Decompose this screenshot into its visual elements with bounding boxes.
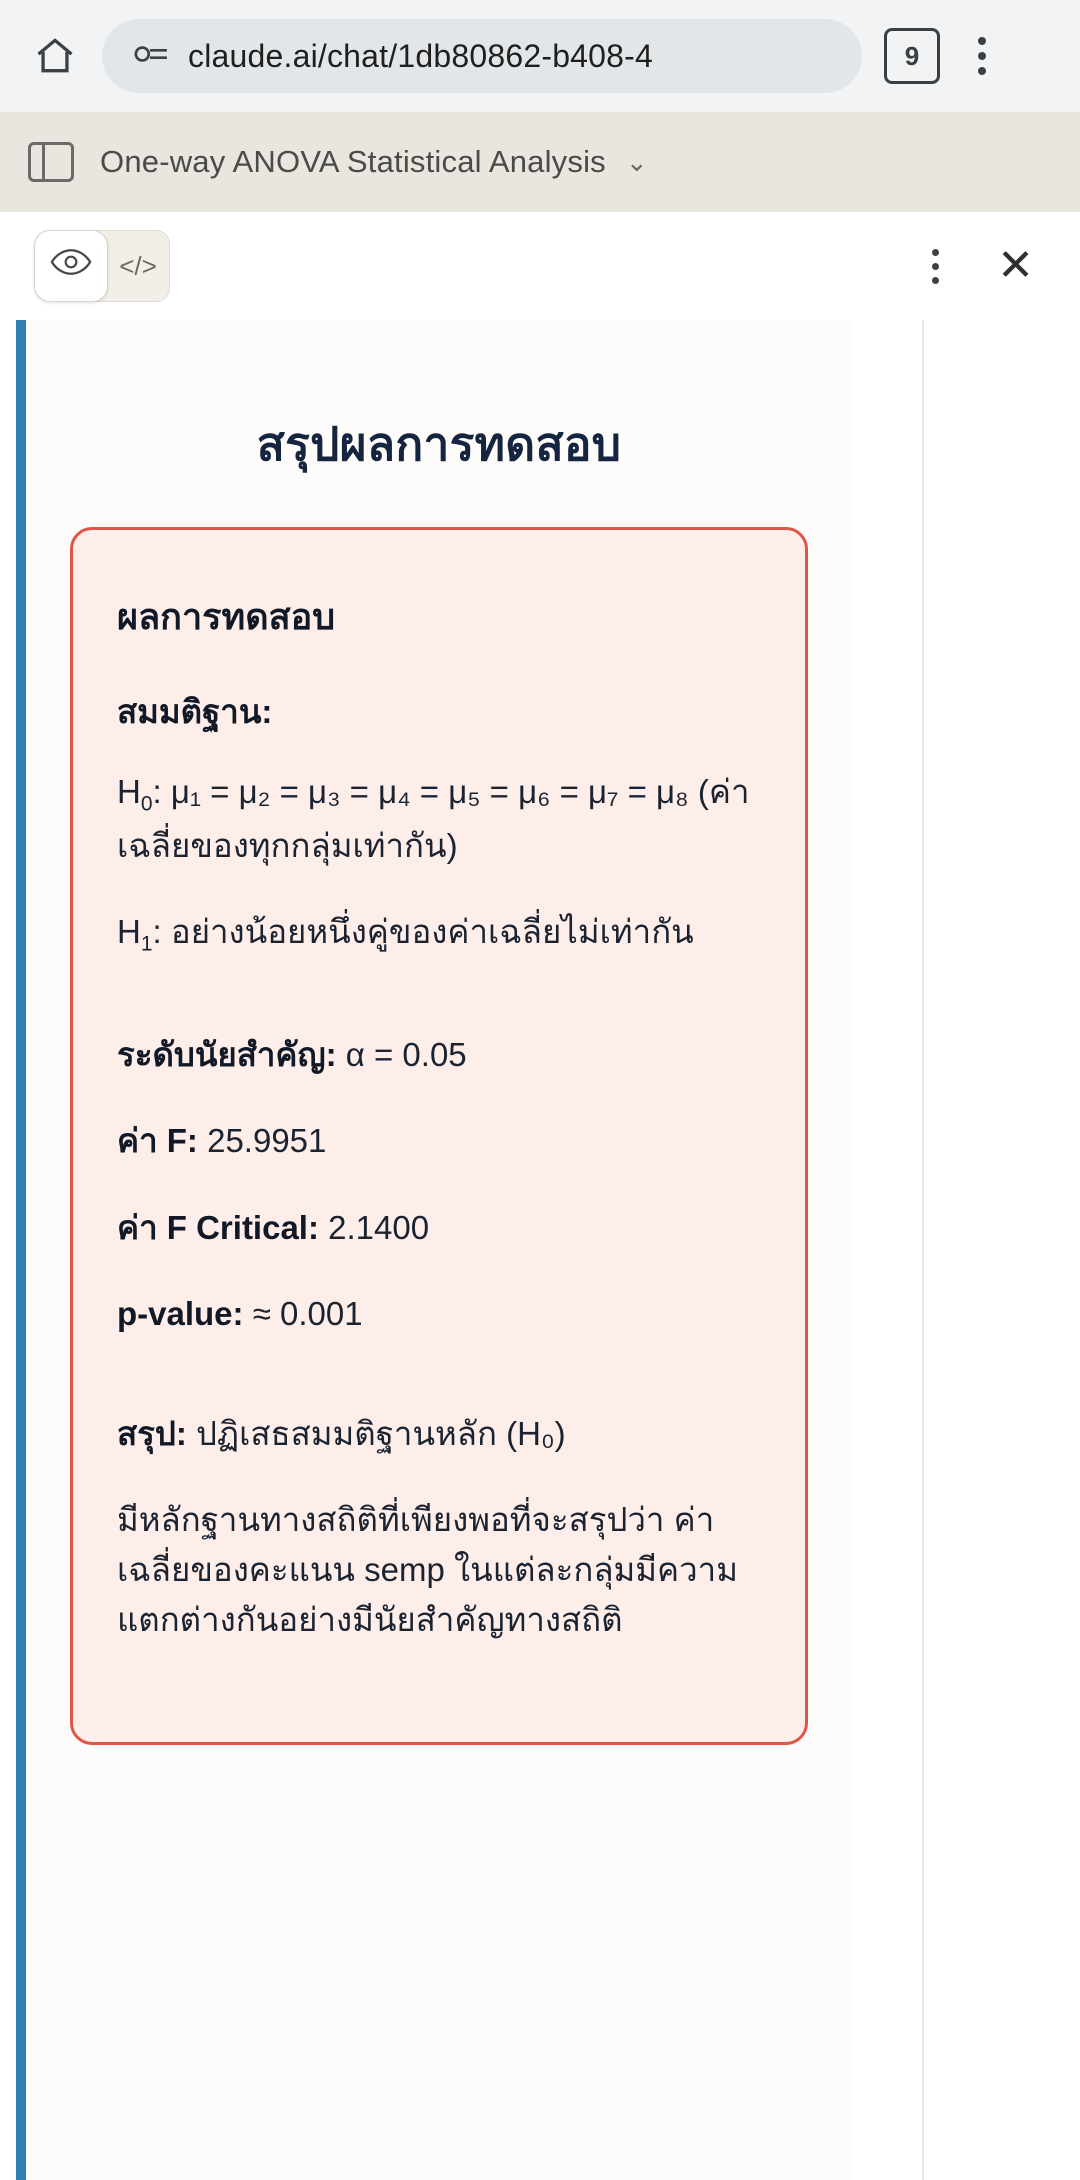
home-icon[interactable] bbox=[22, 23, 88, 89]
h1-text: : อย่างน้อยหนึ่งคู่ของค่าเฉลี่ยไม่เท่ากัน bbox=[152, 912, 694, 950]
explanation-text: มีหลักฐานทางสถิติที่เพียงพอที่จะสรุปว่า ค่าเฉลี่ยของคะแนน semp ในแต่ละกลุ่มมีความแตกต่างกันอย่างมีนัยสำคัญทางสถิติ bbox=[117, 1501, 738, 1639]
artifact-left-gutter bbox=[852, 320, 912, 2180]
panel-toggle-icon[interactable] bbox=[28, 142, 74, 182]
app-header bbox=[0, 112, 1080, 212]
pvalue-label: p-value: bbox=[117, 1294, 244, 1332]
hypothesis-label: สมมติฐาน: bbox=[117, 693, 273, 730]
spacer-2 bbox=[117, 1375, 761, 1409]
h0-prefix: H bbox=[117, 773, 141, 811]
artifact-toolbar-actions bbox=[932, 241, 1046, 290]
preview-tab[interactable] bbox=[34, 230, 108, 302]
fcrit-row bbox=[117, 1203, 761, 1253]
tab-count-label: 9 bbox=[904, 40, 920, 71]
result-card bbox=[70, 527, 808, 1745]
pvalue-row bbox=[117, 1289, 761, 1339]
alt-hypothesis bbox=[117, 907, 761, 961]
permissions-icon[interactable] bbox=[130, 37, 170, 76]
code-tab-label: </> bbox=[119, 250, 157, 281]
chevron-down-icon[interactable]: ⌄ bbox=[625, 146, 648, 177]
alpha-value: α = 0.05 bbox=[345, 1036, 467, 1074]
fcrit-label: ค่า F Critical: bbox=[117, 1208, 319, 1246]
pvalue-value: ≈ 0.001 bbox=[252, 1294, 363, 1332]
view-mode-switcher bbox=[34, 230, 170, 302]
alpha-row bbox=[117, 1030, 761, 1080]
spacer bbox=[117, 996, 761, 1030]
conclusion-value: ปฏิเสธสมมติฐานหลัก (H₀) bbox=[195, 1414, 566, 1452]
browser-toolbar bbox=[0, 0, 1080, 112]
more-options-icon[interactable] bbox=[932, 249, 939, 284]
f-row bbox=[117, 1116, 761, 1166]
fcrit-value: 2.1400 bbox=[328, 1208, 430, 1246]
eye-icon bbox=[50, 248, 92, 284]
result-card-heading: ผลการทดสอบ bbox=[117, 596, 336, 637]
artifact-right-gutter bbox=[922, 320, 1080, 2180]
h1-prefix: H bbox=[117, 912, 141, 950]
artifact-document bbox=[26, 320, 852, 2180]
alpha-label: ระดับนัยสำคัญ: bbox=[117, 1036, 337, 1074]
conversation-title: One-way ANOVA Statistical Analysis bbox=[100, 144, 606, 179]
h1-subscript: 1 bbox=[140, 932, 153, 956]
artifact-panel bbox=[0, 320, 1080, 2180]
f-label: ค่า F: bbox=[117, 1122, 198, 1160]
url-text: claude.ai/chat/1db80862-b408-4 bbox=[188, 37, 654, 74]
h0-text: : μ₁ = μ₂ = μ₃ = μ₄ = μ₅ = μ₆ = μ₇ = μ₈ (ค่าเฉลี่ยของทุกกลุ่มเท่ากัน) bbox=[117, 773, 750, 864]
null-hypothesis bbox=[117, 767, 761, 871]
accent-rail bbox=[16, 320, 26, 2180]
close-icon[interactable]: ✕ bbox=[997, 241, 1034, 290]
overflow-menu-icon[interactable] bbox=[954, 23, 1010, 89]
tab-count-button[interactable] bbox=[884, 28, 940, 84]
h0-subscript: 0 bbox=[140, 792, 153, 816]
artifact-title: สรุปผลการทดสอบ bbox=[256, 418, 622, 470]
conclusion-label: สรุป: bbox=[117, 1414, 187, 1452]
address-bar[interactable] bbox=[102, 19, 862, 93]
artifact-toolbar bbox=[0, 212, 1080, 320]
conclusion-row bbox=[117, 1409, 761, 1459]
f-value: 25.9951 bbox=[207, 1122, 327, 1160]
